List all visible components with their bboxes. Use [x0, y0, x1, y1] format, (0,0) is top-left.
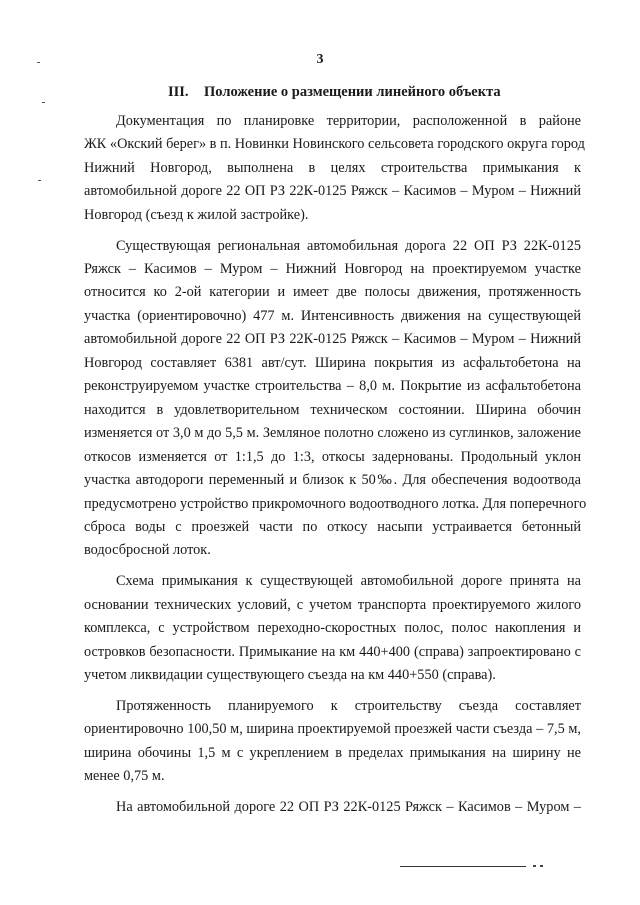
text-line: Существующая региональная автомобильная дорога 22 ОП РЗ 22К-0125 — [116, 237, 581, 254]
signature-line — [400, 866, 526, 867]
paragraph — [84, 110, 585, 227]
paragraph — [84, 235, 587, 563]
scan-mark — [540, 865, 543, 867]
text-line: менее 0,75 м. — [84, 768, 165, 785]
text-line: ширина обочины 1,5 м с укреплением в пределах примыкания на ширину не — [84, 744, 581, 761]
text-line: изменяется от 3,0 м до 5,5 м. Земляное полотно сложено из суглинков, заложение — [84, 425, 581, 442]
text-line: На автомобильной дороге 22 ОП РЗ 22К-0125 Ряжск – Касимов – Муром – — [116, 798, 581, 815]
text-line: комплекса, с устройством переходно-скоростных полос, полос накопления и — [84, 620, 581, 637]
text-line: Протяженность планируемого к строительству съезда составляет — [116, 697, 581, 714]
text-line: участка автодороги переменный и близок к 50‰. Для обеспечения водоотвода — [84, 472, 581, 489]
scan-mark — [533, 865, 536, 867]
section-title: Положение о размещении линейного объекта — [204, 84, 501, 100]
scan-mark — [42, 102, 45, 103]
text-line: ориентировочно 100,50 м, ширина проектируемой проезжей части съезда – 7,5 м, — [84, 721, 581, 738]
text-line: островков безопасности. Примыкание на км 440+400 (справа) запроектировано с — [84, 643, 581, 660]
scan-mark — [38, 180, 41, 181]
text-line: участка (ориентировочно) 477 м. Интенсивность движения на существующей — [84, 307, 581, 324]
section-number: III. — [168, 84, 189, 100]
paragraph — [84, 695, 581, 789]
page-number: 3 — [316, 52, 324, 67]
text-line: относится ко 2-ой категории и имеет две полосы движения, протяженность — [84, 284, 581, 301]
text-line: сброса воды с проезжей части по откосу насыпи устраивается бетонный — [84, 519, 581, 535]
document-body — [84, 110, 587, 827]
text-line: откосов изменяется от 1:1,5 до 1:3, откосы задернованы. Продольный уклон — [84, 448, 581, 465]
text-line: автомобильной дороге 22 ОП РЗ 22К-0125 Ряжск – Касимов – Муром – Нижний — [84, 183, 581, 200]
text-line: водосбросной лоток. — [84, 542, 211, 559]
text-line: ЖК «Окский берег» в п. Новинки Новинского сельсовета городского округа город — [84, 136, 585, 153]
paragraph — [84, 796, 581, 819]
text-line: основании технических условий, с учетом транспорта проектируемого жилого — [84, 596, 581, 613]
text-line: реконструируемом участке строительства – 8,0 м. Покрытие из асфальтобетона — [84, 378, 581, 395]
text-line: Нижний Новгород, выполнена в целях строительства примыкания к — [84, 159, 581, 176]
text-line: Документация по планировке территории, расположенной в районе — [116, 113, 581, 129]
text-line: находится в удовлетворительном техническом состоянии. Ширина обочин — [84, 401, 581, 418]
text-line: предусмотрено устройство прикромочного водоотводного лотка. Для поперечного — [84, 495, 587, 512]
text-line: Новгород (съезд к жилой застройке). — [84, 206, 309, 223]
text-line: Новгород составляет 6381 авт/сут. Ширина покрытия из асфальтобетона на — [84, 354, 581, 371]
text-line: автомобильной дороге 22 ОП РЗ 22К-0125 Ряжск – Касимов – Муром – Нижний — [84, 331, 581, 348]
text-line: Ряжск – Касимов – Муром – Нижний Новгород на проектируемом участке — [84, 261, 581, 278]
text-line: Схема примыкания к существующей автомобильной дороге принята на — [116, 573, 581, 590]
section-heading — [168, 84, 501, 101]
text-line: учетом ликвидации существующего съезда на км 440+550 (справа). — [84, 667, 496, 684]
paragraph — [84, 570, 581, 687]
